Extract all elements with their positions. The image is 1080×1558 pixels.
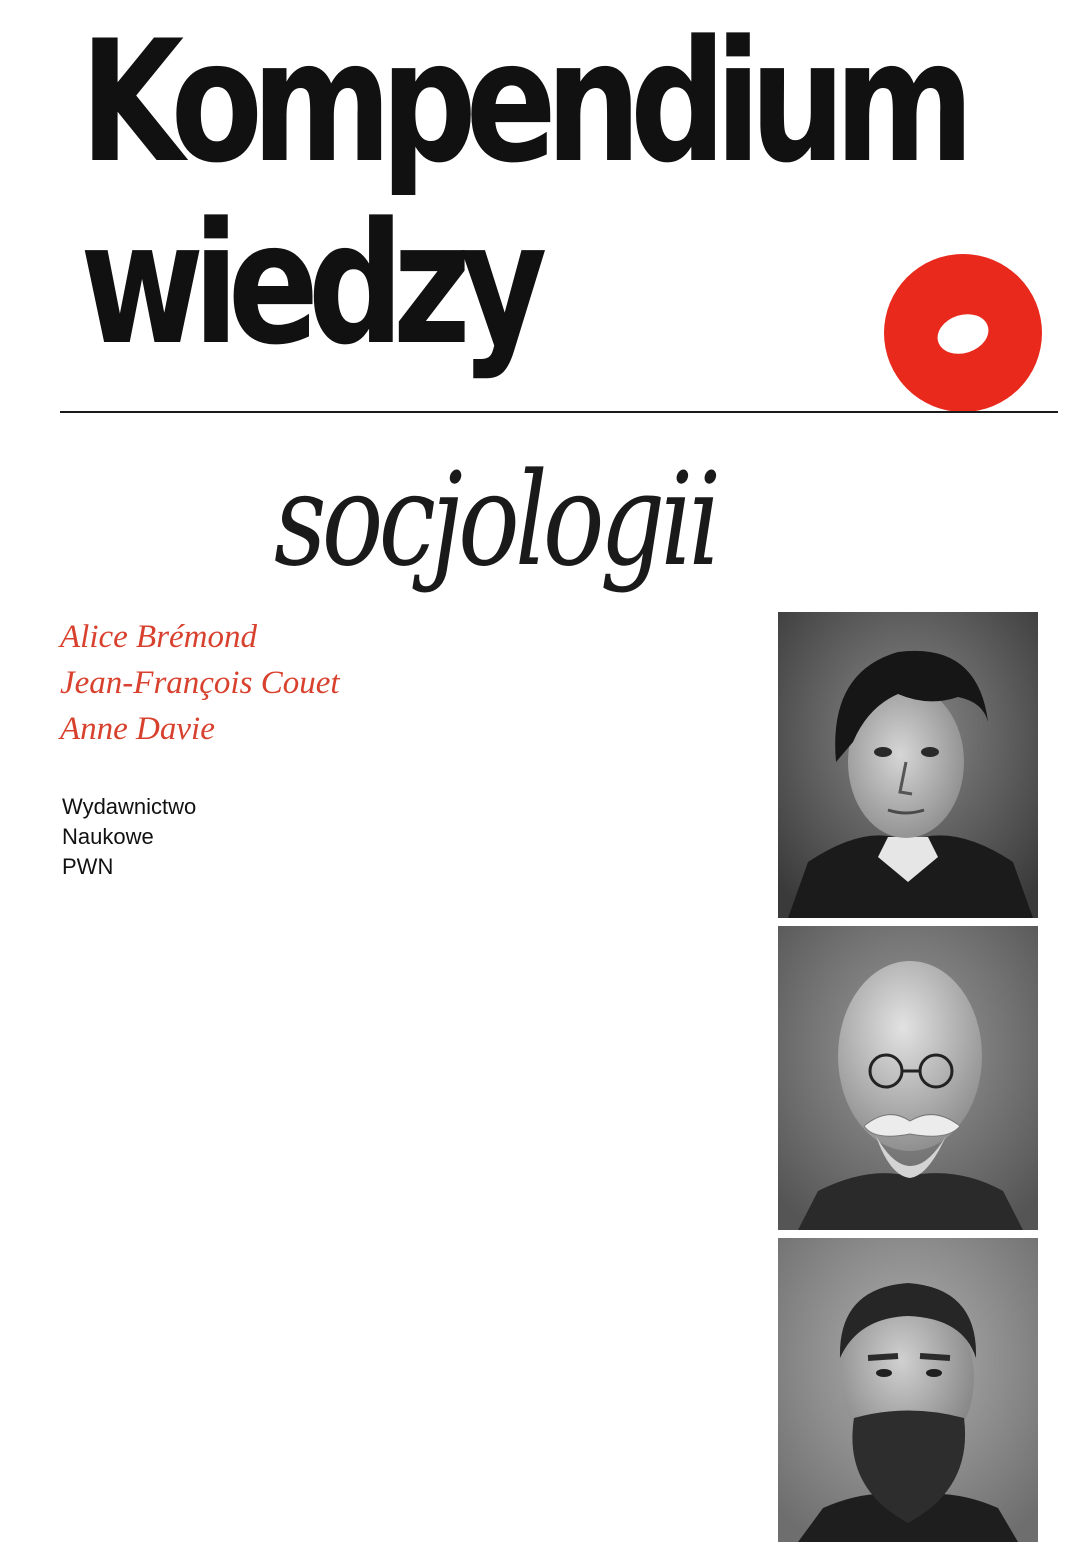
publisher-line: PWN	[62, 854, 114, 879]
publisher	[62, 792, 196, 882]
red-ring-logo-icon	[884, 254, 1042, 412]
title-rule	[60, 411, 1058, 413]
subtitle: socjologii	[274, 446, 717, 595]
portrait-3-icon	[778, 1238, 1038, 1542]
title-line-1: Kompendium	[80, 4, 964, 200]
author-list	[60, 614, 340, 752]
portrait-2-icon	[778, 926, 1038, 1230]
title-line-2: wiedzy	[80, 186, 537, 382]
publisher-line: Wydawnictwo	[62, 794, 197, 819]
author-name: Anne Davie	[60, 711, 215, 747]
author-name: Alice Brémond	[60, 619, 258, 655]
publisher-line: Naukowe	[62, 824, 154, 849]
author-name: Jean-François Couet	[60, 665, 340, 701]
portrait-1-icon	[778, 612, 1038, 918]
